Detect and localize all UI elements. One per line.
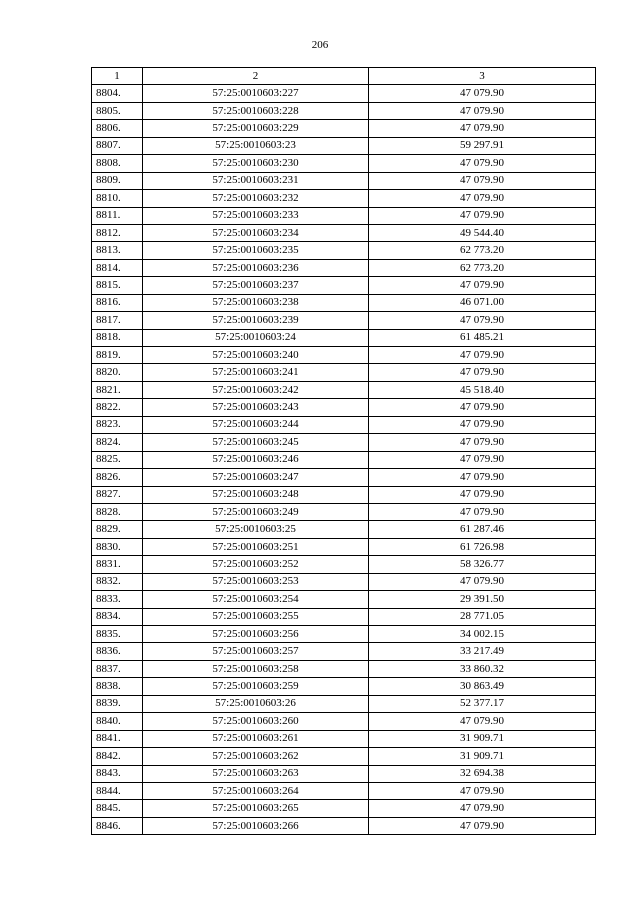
row-number: 8842. <box>92 748 143 765</box>
cadastral-number: 57:25:0010603:245 <box>143 434 369 451</box>
cadastral-number: 57:25:0010603:239 <box>143 312 369 329</box>
cadastral-number: 57:25:0010603:237 <box>143 277 369 294</box>
table-row <box>92 713 596 730</box>
table-row <box>92 190 596 207</box>
table-row <box>92 294 596 311</box>
cadastral-value: 61 287.46 <box>369 521 596 538</box>
table-header-row <box>92 68 596 85</box>
table-row <box>92 312 596 329</box>
row-number: 8831. <box>92 556 143 573</box>
table-row <box>92 660 596 677</box>
table-row <box>92 626 596 643</box>
row-number: 8841. <box>92 730 143 747</box>
table-row <box>92 591 596 608</box>
table-row <box>92 434 596 451</box>
table-row <box>92 224 596 241</box>
cadastral-number: 57:25:0010603:260 <box>143 713 369 730</box>
table-row <box>92 521 596 538</box>
cadastral-number: 57:25:0010603:243 <box>143 399 369 416</box>
table-row <box>92 817 596 834</box>
cadastral-number: 57:25:0010603:229 <box>143 120 369 137</box>
table-row <box>92 695 596 712</box>
row-number: 8816. <box>92 294 143 311</box>
row-number: 8833. <box>92 591 143 608</box>
cadastral-number: 57:25:0010603:26 <box>143 695 369 712</box>
cadastral-value: 47 079.90 <box>369 277 596 294</box>
cadastral-number: 57:25:0010603:258 <box>143 660 369 677</box>
cadastral-number: 57:25:0010603:251 <box>143 538 369 555</box>
row-number: 8819. <box>92 347 143 364</box>
cadastral-number: 57:25:0010603:266 <box>143 817 369 834</box>
cadastral-value: 33 860.32 <box>369 660 596 677</box>
table-row <box>92 364 596 381</box>
row-number: 8820. <box>92 364 143 381</box>
row-number: 8806. <box>92 120 143 137</box>
row-number: 8832. <box>92 573 143 590</box>
cadastral-number: 57:25:0010603:233 <box>143 207 369 224</box>
cadastral-value: 62 773.20 <box>369 259 596 276</box>
row-number: 8825. <box>92 451 143 468</box>
cadastral-number: 57:25:0010603:262 <box>143 748 369 765</box>
table-row <box>92 730 596 747</box>
row-number: 8827. <box>92 486 143 503</box>
table-row <box>92 538 596 555</box>
table-row <box>92 503 596 520</box>
cadastral-value: 29 391.50 <box>369 591 596 608</box>
row-number: 8821. <box>92 381 143 398</box>
row-number: 8843. <box>92 765 143 782</box>
table-row <box>92 381 596 398</box>
row-number: 8834. <box>92 608 143 625</box>
cadastral-value: 61 726.98 <box>369 538 596 555</box>
cadastral-value: 47 079.90 <box>369 347 596 364</box>
table-row <box>92 469 596 486</box>
table-row <box>92 678 596 695</box>
row-number: 8808. <box>92 155 143 172</box>
cadastral-number: 57:25:0010603:244 <box>143 416 369 433</box>
cadastral-value: 49 544.40 <box>369 224 596 241</box>
cadastral-number: 57:25:0010603:263 <box>143 765 369 782</box>
column-header-1: 1 <box>92 68 143 85</box>
cadastral-value: 45 518.40 <box>369 381 596 398</box>
cadastral-number: 57:25:0010603:257 <box>143 643 369 660</box>
cadastral-value: 47 079.90 <box>369 817 596 834</box>
row-number: 8818. <box>92 329 143 346</box>
table-row <box>92 800 596 817</box>
cadastral-number: 57:25:0010603:23 <box>143 137 369 154</box>
table-row <box>92 329 596 346</box>
row-number: 8829. <box>92 521 143 538</box>
cadastral-number: 57:25:0010603:253 <box>143 573 369 590</box>
cadastral-value: 47 079.90 <box>369 190 596 207</box>
table-row <box>92 399 596 416</box>
cadastral-number: 57:25:0010603:241 <box>143 364 369 381</box>
table-body <box>92 85 596 835</box>
row-number: 8823. <box>92 416 143 433</box>
row-number: 8839. <box>92 695 143 712</box>
cadastral-value: 33 217.49 <box>369 643 596 660</box>
cadastral-number: 57:25:0010603:235 <box>143 242 369 259</box>
cadastral-number: 57:25:0010603:265 <box>143 800 369 817</box>
cadastral-value: 34 002.15 <box>369 626 596 643</box>
cadastral-number: 57:25:0010603:230 <box>143 155 369 172</box>
row-number: 8817. <box>92 312 143 329</box>
column-header-3: 3 <box>369 68 596 85</box>
table-row <box>92 137 596 154</box>
cadastral-value: 47 079.90 <box>369 573 596 590</box>
cadastral-number: 57:25:0010603:240 <box>143 347 369 364</box>
table-row <box>92 347 596 364</box>
row-number: 8822. <box>92 399 143 416</box>
table-row <box>92 643 596 660</box>
table-row <box>92 765 596 782</box>
cadastral-value: 47 079.90 <box>369 364 596 381</box>
row-number: 8824. <box>92 434 143 451</box>
cadastral-number: 57:25:0010603:248 <box>143 486 369 503</box>
cadastral-number: 57:25:0010603:247 <box>143 469 369 486</box>
cadastral-value: 59 297.91 <box>369 137 596 154</box>
page-number: 206 <box>311 39 329 51</box>
row-number: 8830. <box>92 538 143 555</box>
cadastral-value: 47 079.90 <box>369 312 596 329</box>
cadastral-value: 47 079.90 <box>369 469 596 486</box>
row-number: 8840. <box>92 713 143 730</box>
row-number: 8838. <box>92 678 143 695</box>
cadastral-number: 57:25:0010603:238 <box>143 294 369 311</box>
table-row <box>92 416 596 433</box>
cadastral-value: 47 079.90 <box>369 155 596 172</box>
cadastral-value: 47 079.90 <box>369 800 596 817</box>
cadastral-number: 57:25:0010603:232 <box>143 190 369 207</box>
table-row <box>92 259 596 276</box>
cadastral-number: 57:25:0010603:259 <box>143 678 369 695</box>
row-number: 8837. <box>92 660 143 677</box>
cadastral-number: 57:25:0010603:264 <box>143 782 369 799</box>
cadastral-value: 47 079.90 <box>369 120 596 137</box>
cadastral-value: 28 771.05 <box>369 608 596 625</box>
row-number: 8805. <box>92 102 143 119</box>
table-row <box>92 85 596 102</box>
cadastral-value: 47 079.90 <box>369 85 596 102</box>
row-number: 8845. <box>92 800 143 817</box>
cadastral-value: 47 079.90 <box>369 102 596 119</box>
table-row <box>92 207 596 224</box>
cadastral-number: 57:25:0010603:252 <box>143 556 369 573</box>
cadastral-number: 57:25:0010603:246 <box>143 451 369 468</box>
table-row <box>92 242 596 259</box>
table-row <box>92 172 596 189</box>
row-number: 8814. <box>92 259 143 276</box>
cadastral-number: 57:25:0010603:242 <box>143 381 369 398</box>
cadastral-number: 57:25:0010603:261 <box>143 730 369 747</box>
cadastral-value-table <box>91 67 596 835</box>
table-row <box>92 102 596 119</box>
cadastral-number: 57:25:0010603:255 <box>143 608 369 625</box>
cadastral-value: 47 079.90 <box>369 782 596 799</box>
cadastral-number: 57:25:0010603:227 <box>143 85 369 102</box>
cadastral-value: 32 694.38 <box>369 765 596 782</box>
row-number: 8807. <box>92 137 143 154</box>
table-row <box>92 608 596 625</box>
table-row <box>92 486 596 503</box>
row-number: 8809. <box>92 172 143 189</box>
cadastral-number: 57:25:0010603:254 <box>143 591 369 608</box>
row-number: 8815. <box>92 277 143 294</box>
cadastral-value: 47 079.90 <box>369 713 596 730</box>
cadastral-number: 57:25:0010603:236 <box>143 259 369 276</box>
row-number: 8836. <box>92 643 143 660</box>
row-number: 8846. <box>92 817 143 834</box>
table-row <box>92 748 596 765</box>
cadastral-number: 57:25:0010603:234 <box>143 224 369 241</box>
row-number: 8811. <box>92 207 143 224</box>
cadastral-value: 47 079.90 <box>369 503 596 520</box>
cadastral-number: 57:25:0010603:231 <box>143 172 369 189</box>
cadastral-number: 57:25:0010603:25 <box>143 521 369 538</box>
cadastral-number: 57:25:0010603:24 <box>143 329 369 346</box>
table-row <box>92 556 596 573</box>
row-number: 8804. <box>92 85 143 102</box>
row-number: 8826. <box>92 469 143 486</box>
cadastral-value: 47 079.90 <box>369 399 596 416</box>
cadastral-value: 61 485.21 <box>369 329 596 346</box>
table-row <box>92 451 596 468</box>
cadastral-value: 47 079.90 <box>369 434 596 451</box>
cadastral-value: 30 863.49 <box>369 678 596 695</box>
row-number: 8812. <box>92 224 143 241</box>
table-row <box>92 155 596 172</box>
cadastral-value: 46 071.00 <box>369 294 596 311</box>
row-number: 8813. <box>92 242 143 259</box>
cadastral-value: 62 773.20 <box>369 242 596 259</box>
cadastral-value: 31 909.71 <box>369 748 596 765</box>
cadastral-number: 57:25:0010603:228 <box>143 102 369 119</box>
table-row <box>92 277 596 294</box>
row-number: 8835. <box>92 626 143 643</box>
row-number: 8844. <box>92 782 143 799</box>
cadastral-value: 52 377.17 <box>369 695 596 712</box>
cadastral-value: 47 079.90 <box>369 451 596 468</box>
cadastral-value: 31 909.71 <box>369 730 596 747</box>
cadastral-number: 57:25:0010603:249 <box>143 503 369 520</box>
row-number: 8810. <box>92 190 143 207</box>
table-row <box>92 573 596 590</box>
cadastral-value: 47 079.90 <box>369 416 596 433</box>
cadastral-value: 47 079.90 <box>369 207 596 224</box>
cadastral-number: 57:25:0010603:256 <box>143 626 369 643</box>
column-header-2: 2 <box>143 68 369 85</box>
cadastral-value: 47 079.90 <box>369 172 596 189</box>
cadastral-value: 58 326.77 <box>369 556 596 573</box>
row-number: 8828. <box>92 503 143 520</box>
table-row <box>92 120 596 137</box>
cadastral-value: 47 079.90 <box>369 486 596 503</box>
table-row <box>92 782 596 799</box>
